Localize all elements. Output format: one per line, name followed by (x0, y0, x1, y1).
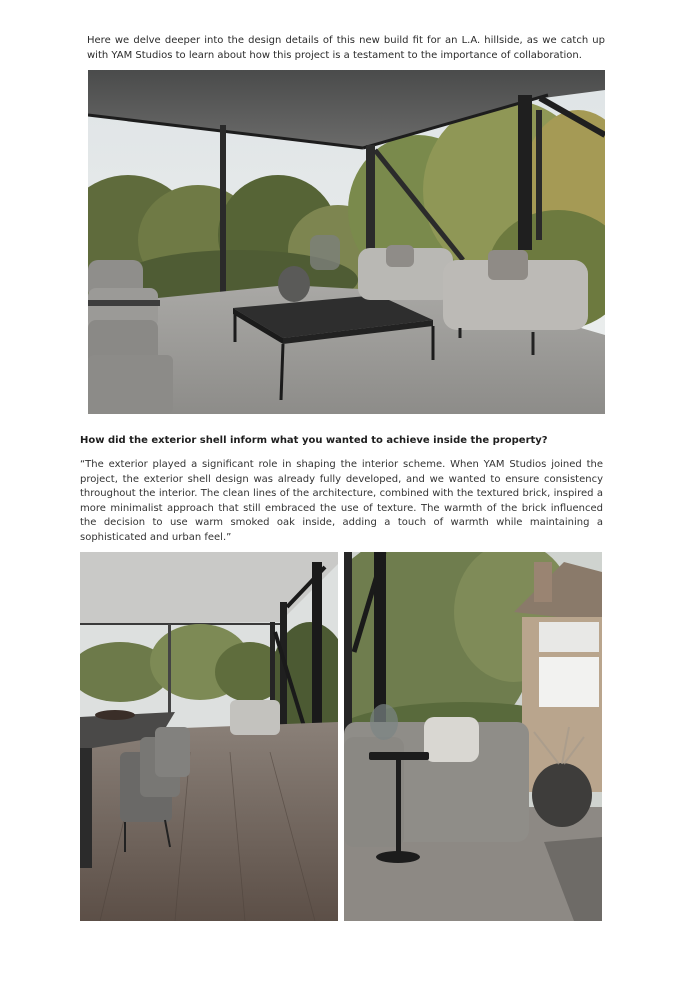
dining-area-photo (80, 552, 338, 921)
living-room-photo (88, 70, 605, 414)
interview-answer: “The exterior played a significant role in shaping the interior scheme. When YAM Studios joined the project, the exterior shell design was already fully developed, and we wanted to ensure consistency throughout the interior. The clean lines of the architecture, combined with the textured brick, inspired a more minimalist approach that still embraced the use of texture. The warmth of the brick influenced the decision to use warm smoked oak inside, adding a touch of warmth while maintaining a sophisticated and urban feel.” (80, 459, 603, 543)
interview-question: How did the exterior shell inform what you wanted to achieve inside the property? (80, 435, 548, 446)
intro-paragraph: Here we delve deeper into the design details of this new build fit for an L.A. hillside, as we catch up with YAM Studios to learn about how this project is a testament to the importance of collaboration. (87, 35, 605, 61)
armchair-corner-photo (344, 552, 602, 921)
